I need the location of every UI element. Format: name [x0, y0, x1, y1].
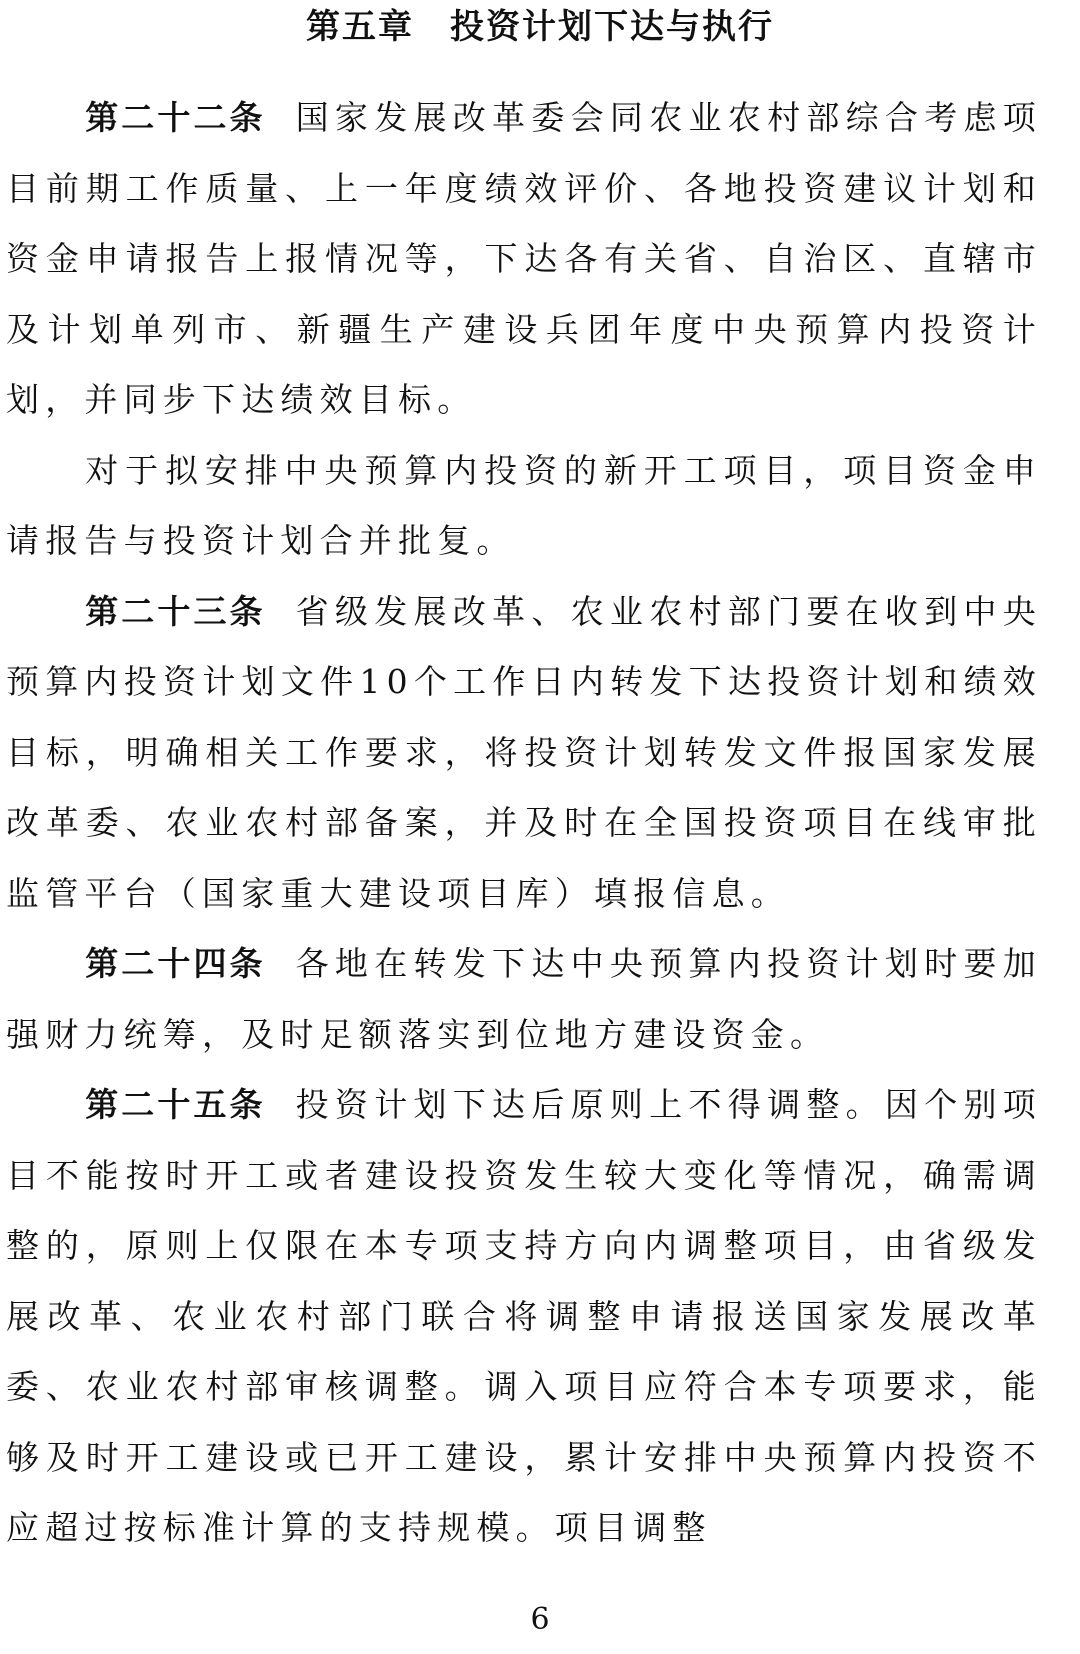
article-22-label: 第二十二条 [85, 98, 266, 137]
page-number: 6 [530, 1602, 550, 1637]
article-22-text: 国家发展改革委会同农业农村部综合考虑项目前期工作质量、上一年度绩效评价、各地投资建议计划和资金申请报告上报情况等，下达各有关省、自治区、直辖市及计划单列市、新疆生产建设兵团年度中央预算内投资计划，并同步下达绩效目标。 [6, 98, 1042, 419]
chapter-number: 第五章 [306, 7, 414, 47]
article-22-continuation [6, 436, 1042, 577]
article-24-label: 第二十四条 [85, 944, 266, 983]
article-23-text: 省级发展改革、农业农村部门要在收到中央预算内投资计划文件10个工作日内转发下达投资计划和绩效目标，明确相关工作要求，将投资计划转发文件报国家发展改革委、农业农村部备案，并及时在全国投资项目在线审批监管平台（国家重大建设项目库）填报信息。 [6, 591, 1042, 913]
article-22-paragraph [6, 83, 1042, 436]
chapter-body [6, 83, 1042, 1564]
article-25-text: 投资计划下达后原则上不得调整。因个别项目不能按时开工或者建设投资发生较大变化等情况，确需调整的，原则上仅限在本专项支持方向内调整项目，由省级发展改革、农业农村部门联合将调整申请报送国家发展改革委、农业农村部审核调整。调入项目应符合本专项要求，能够及时开工建设或已开工建设，累计安排中央预算内投资不应超过按标准计算的支持规模。项目调整 [6, 1085, 1042, 1547]
article-23-label: 第二十三条 [85, 591, 266, 631]
chapter-heading: 投资计划下达与执行 [450, 7, 774, 47]
article-22-continuation-text: 对于拟安排中央预算内投资的新开工项目，项目资金申请报告与投资计划合并批复。 [6, 450, 1042, 560]
article-24-paragraph [6, 929, 1042, 1070]
chapter-title [0, 2, 1080, 52]
article-23-paragraph [6, 577, 1042, 930]
article-25-paragraph [6, 1070, 1042, 1564]
article-24-text: 各地在转发下达中央预算内投资计划时要加强财力统筹，及时足额落实到位地方建设资金。 [6, 944, 1042, 1054]
article-25-label: 第二十五条 [85, 1085, 266, 1124]
